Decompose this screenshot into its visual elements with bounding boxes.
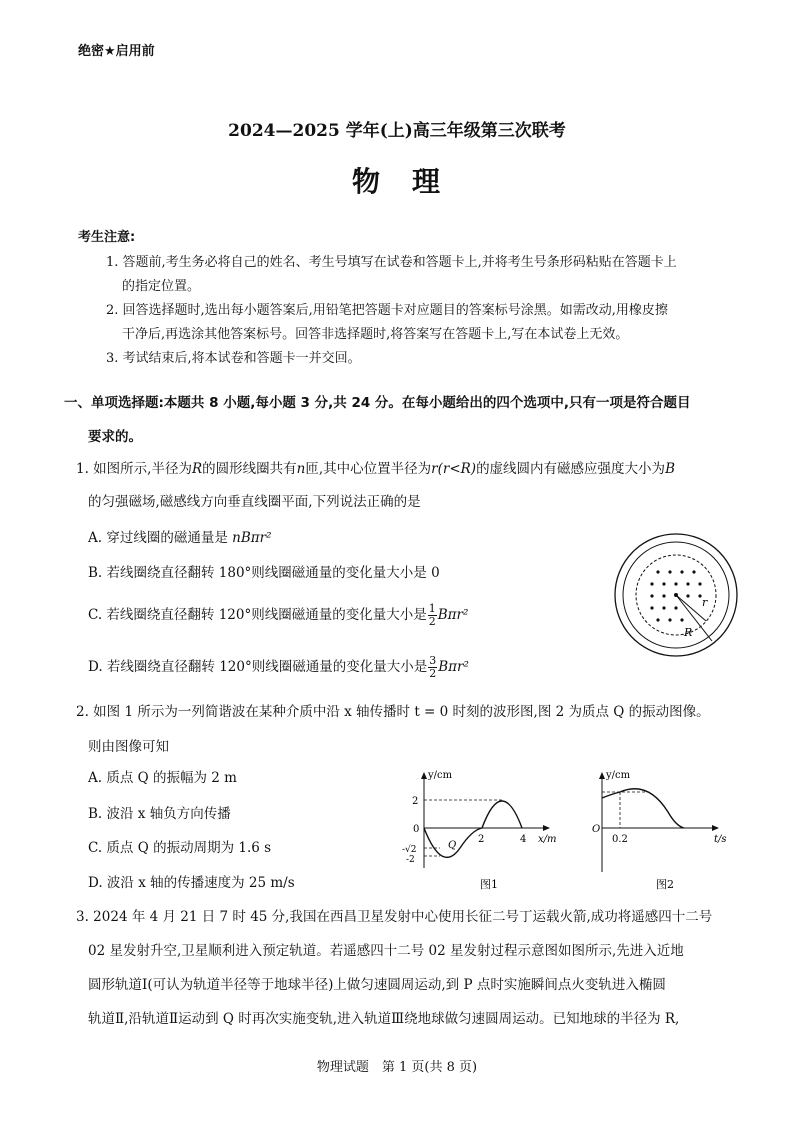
fig2-vibration-curve [602, 789, 684, 828]
q3-line1: 3. 2024 年 4 月 21 日 7 时 45 分,我国在西昌卫星发射中心使用长征二号丁运载火箭,成功将遥感四十二号 [76, 909, 713, 925]
q1-option-b: B. 若线圈绕直径翻转 180°则线圈磁通量的变化量大小是 0 [88, 565, 440, 581]
secret-label: 绝密★启用前 [78, 44, 155, 59]
q1-stem-line2: 的匀强磁场,磁感线方向垂直线圈平面,下列说法正确的是 [88, 494, 421, 510]
exam-title: 2024—2025 学年(上)高三年级第三次联考 [228, 121, 566, 141]
q3-line2: 02 星发射升空,卫星顺利进入预定轨道。若遥感四十二号 02 星发射过程示意图如图所示,先进入近地 [88, 943, 684, 959]
q2-option-d: D. 波沿 x 轴的传播速度为 25 m/s [88, 875, 295, 891]
fig1-yneg2: -2 [406, 855, 415, 865]
notice-item-2b: 干净后,再选涂其他答案标号。回答非选择题时,将答案写在答题卡上,写在本试卷上无效。 [122, 327, 629, 342]
subject-title: 物 理 [351, 165, 442, 198]
label-r: r [702, 596, 708, 609]
fig2-origin: O [592, 824, 601, 835]
fig2-ylabel: y/cm [606, 770, 631, 781]
q2-option-b: B. 波沿 x 轴负方向传播 [88, 806, 231, 822]
notice-item-2a: 2. 回答选择题时,选出每小题答案后,用铅笔把答题卡对应题目的答案标号涂黑。如需改动,用橡皮擦 [106, 303, 668, 318]
q1-option-d: D. 若线圈绕直径翻转 120°则线圈磁通量的变化量大小是 $\frac{3}{2}$ Bπr² [88, 654, 469, 680]
fig1-yneg: -√2 [402, 845, 417, 855]
q1-option-c: C. 若线圈绕直径翻转 120°则线圈磁通量的变化量大小是 $\frac{1}{2}$ Bπr² [88, 602, 469, 628]
section1-line2: 要求的。 [88, 429, 142, 445]
q2-option-a: A. 质点 Q 的振幅为 2 m [88, 770, 237, 786]
section1-line1: 一、单项选择题:本题共 8 小题,每小题 3 分,共 24 分。在每小题给出的四个选项中,只有一项是符合题目 [64, 395, 691, 411]
fig2-caption: 图2 [656, 878, 674, 891]
fig1-xlabel: x/m [538, 834, 557, 845]
fig2-xlabel: t/s [714, 834, 727, 845]
fig2-t02: 0.2 [612, 834, 628, 845]
fig1-wave-curve [424, 801, 522, 857]
fig1-x4: 4 [520, 834, 527, 845]
fig1-caption: 图1 [480, 878, 498, 891]
q3-line3: 圆形轨道Ⅰ(可认为轨道半径等于地球半径)上做匀速圆周运动,到 P 点时实施瞬间点火变轨进入椭圆 [88, 977, 666, 993]
q2-wave-figure [400, 764, 570, 894]
fig1-origin: 0 [413, 824, 420, 835]
fig1-y2: 2 [412, 796, 419, 807]
notice-item-3: 3. 考试结束后,将本试卷和答题卡一并交回。 [106, 351, 361, 366]
q2-stem-line1: 2. 如图 1 所示为一列简谐波在某种介质中沿 x 轴传播时 t = 0 时刻的波形图,图 2 为质点 Q 的振动图像。 [76, 704, 710, 720]
label-R: R [684, 626, 693, 639]
q3-line4: 轨道Ⅱ,沿轨道Ⅱ运动到 Q 时再次实施变轨,进入轨道Ⅲ绕地球做匀速圆周运动。已知地球的半径为 R, [88, 1011, 680, 1027]
notice-item-1b: 的指定位置。 [122, 279, 201, 294]
fig1-ylabel: y/cm [428, 770, 453, 781]
q1-stem-line1: 1. 如图所示,半径为R的圆形线圈共有n匝,其中心位置半径为r(r<R)的虚线圆内有磁感应强度大小为B [76, 461, 675, 477]
q1-coil-figure [612, 528, 740, 662]
page-footer: 物理试题 第 1 页(共 8 页) [316, 1060, 478, 1075]
q1-option-a: A. 穿过线圈的磁通量是 nBπr² [88, 530, 272, 546]
q2-vibration-figure [588, 764, 736, 894]
notice-item-1a: 1. 答题前,考生务必将自己的姓名、考生号填写在试卷和答题卡上,并将考生号条形码粘贴在答题卡上 [106, 255, 677, 270]
q2-option-c: C. 质点 Q 的振动周期为 1.6 s [88, 840, 272, 856]
fig1-Q: Q [448, 840, 457, 851]
fig1-x2: 2 [478, 834, 485, 845]
notice-heading: 考生注意: [78, 230, 136, 245]
q2-stem-line2: 则由图像可知 [88, 739, 169, 755]
